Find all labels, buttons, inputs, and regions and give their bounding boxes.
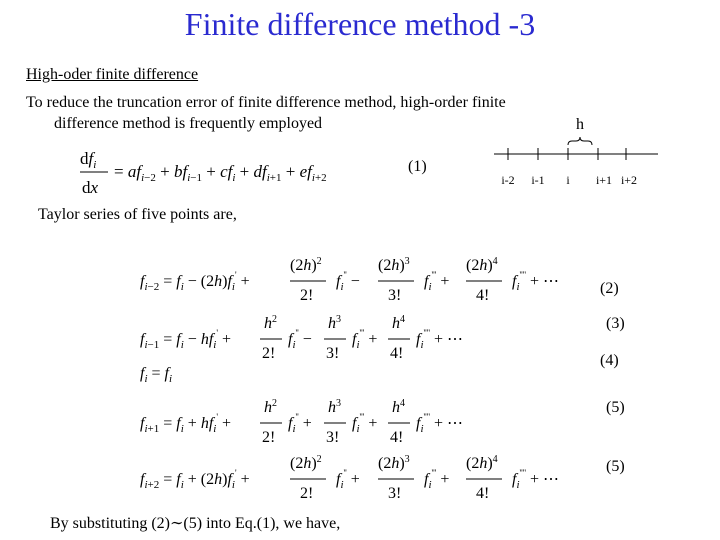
svg-text:= afi−2 + bfi−1 + cfi + dfi+1: = $af_i-2 + bf_i-1 + cf_i + df_i+1 + ef_i+2$	[114, 162, 327, 184]
svg-text:fi''' +: $f_i'''$ +	[352, 328, 378, 351]
svg-text:(2h)4: $(2h)^4$	[466, 256, 498, 274]
equation-5	[140, 392, 500, 446]
svg-text:fi'' −: $f_i''$ −	[336, 270, 360, 293]
grid-label: i+1	[595, 173, 613, 187]
svg-text:(2h)4: $(2h)^4$	[466, 454, 498, 472]
svg-text:2!: 2!	[300, 485, 314, 502]
svg-text:fi'''' + ⋯: $f_i''''$ + ⋯	[416, 412, 464, 435]
equation-1-number: (1)	[408, 158, 427, 175]
svg-text:fi'' +: $f_i''$ +	[288, 412, 312, 435]
equation-4	[140, 360, 220, 390]
equation-1	[80, 144, 370, 200]
svg-text:fi''' +: $f_i'''$ +	[352, 412, 378, 435]
equation-6	[140, 448, 580, 502]
svg-text:fi'' −: $f_i''$ −	[288, 328, 312, 351]
svg-text:h4: $h^4$	[392, 314, 405, 332]
svg-text:(2h)2: $(2h)^2$	[290, 454, 322, 472]
svg-text:fi = fi: $f_i = f_i$	[140, 365, 173, 385]
equation-5-number: (5)	[606, 399, 625, 416]
svg-text:fi'' +: $f_i''$ +	[336, 468, 360, 491]
svg-text:h4: $h^4$	[392, 398, 405, 416]
grid-label: i+2	[620, 173, 638, 187]
svg-text:3!: 3!	[326, 429, 340, 446]
svg-text:h3: $h^3$	[328, 398, 341, 416]
svg-text:4!: 4!	[390, 345, 404, 362]
intro-line-1: To reduce the truncation error of finite difference method, high-order finite	[26, 94, 506, 111]
svg-text:(2h)3: $(2h)^3$	[378, 256, 410, 274]
svg-text:4!: 4!	[476, 287, 490, 304]
svg-text:fi'''' + ⋯: $f_i''''$ + ⋯	[512, 270, 560, 293]
section-heading: High-oder finite difference	[26, 66, 199, 83]
grid-label: i-2	[501, 173, 515, 187]
slide-title: Finite difference method -3	[184, 6, 536, 42]
svg-text:dfi: $df_i$	[80, 149, 97, 171]
svg-text:h3: $h^3$	[328, 314, 341, 332]
taylor-intro: Taylor series of five points are,	[38, 206, 237, 223]
equation-2	[140, 250, 580, 304]
equation-6-number: (5)	[606, 458, 625, 475]
svg-text:fi'''' + ⋯: $f_i''''$ + ⋯	[416, 328, 464, 351]
svg-text:4!: 4!	[476, 485, 490, 502]
equation-4-number: (4)	[600, 352, 619, 369]
svg-text:h2: $h^2$	[264, 314, 277, 332]
svg-text:fi+1 = fi + hfi' +: $f_i+1 = f_i + hf_i'$ +	[140, 412, 231, 435]
svg-text:dx: dx	[82, 178, 99, 197]
svg-text:3!: 3!	[326, 345, 340, 362]
svg-text:fi−2 = fi − (2h)fi' +: $f_i-2 = f_i - (2h)f_i'$ +	[140, 270, 250, 293]
svg-text:h2: $h^2$	[264, 398, 277, 416]
stencil-diagram	[488, 112, 668, 194]
grid-label: i	[566, 173, 570, 187]
h-label: h	[576, 116, 584, 133]
equation-3-number: (3)	[606, 315, 625, 332]
intro-line-2: difference method is frequently employed	[54, 115, 323, 132]
svg-text:fi'''' + ⋯: $f_i''''$ + ⋯	[512, 468, 560, 491]
svg-text:(2h)3: $(2h)^3$	[378, 454, 410, 472]
svg-text:2!: 2!	[300, 287, 314, 304]
svg-text:3!: 3!	[388, 287, 402, 304]
svg-text:4!: 4!	[390, 429, 404, 446]
svg-text:fi−1 = fi − hfi' +: $f_i-1 = f_i - hf_i'$ +	[140, 328, 231, 351]
equation-2-number: (2)	[600, 280, 619, 297]
conclusion-text: By substituting (2)∼(5) into Eq.(1), we have,	[50, 515, 341, 532]
svg-text:fi+2 = fi + (2h)fi' +: $f_i+2 = f_i + (2h)f_i'$ +	[140, 468, 250, 491]
h-brace	[568, 137, 592, 145]
grid-label: i-1	[531, 173, 545, 187]
svg-text:3!: 3!	[388, 485, 402, 502]
equation-3	[140, 308, 500, 362]
svg-text:2!: 2!	[262, 429, 276, 446]
svg-text:(2h)2: $(2h)^2$	[290, 256, 322, 274]
svg-text:fi''' +: $f_i'''$ +	[424, 468, 450, 491]
svg-text:fi''' +: $f_i'''$ +	[424, 270, 450, 293]
svg-text:2!: 2!	[262, 345, 276, 362]
